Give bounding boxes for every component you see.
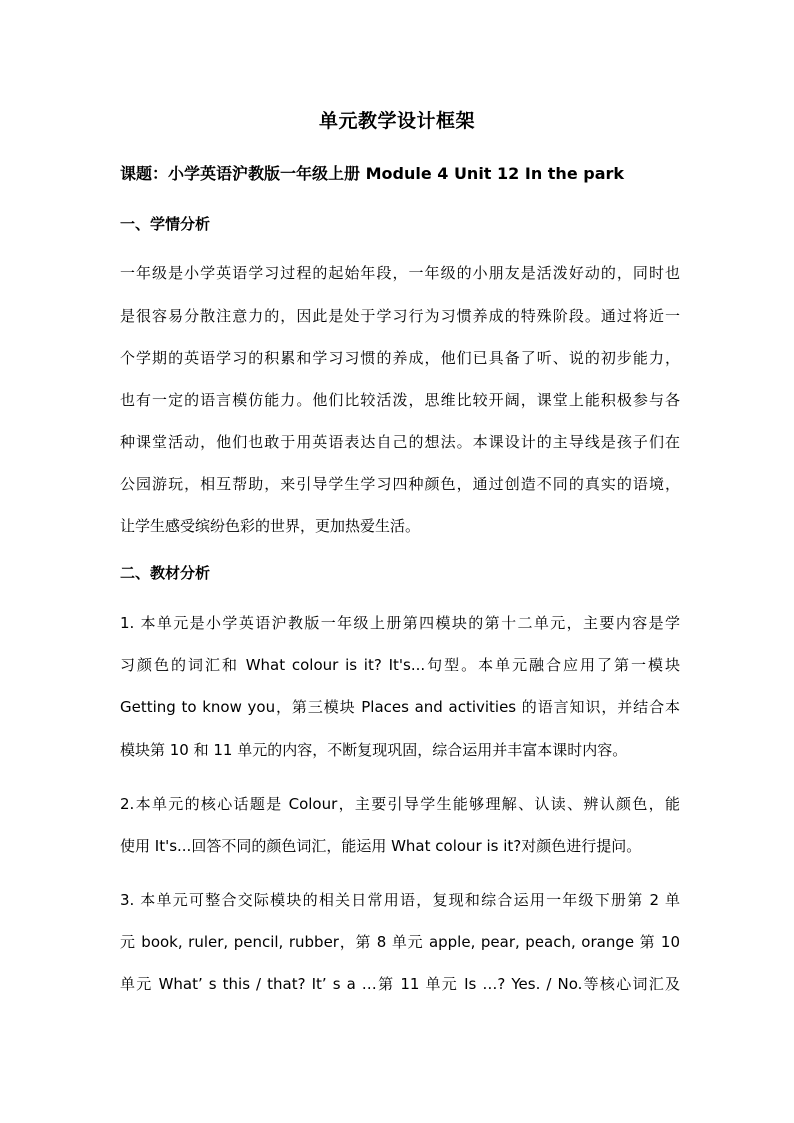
- paragraph-line: 使用 It's...回答不同的颜色词汇，能运用 What colour is it?对颜色进行提问。: [120, 837, 642, 855]
- paragraph-line: 1. 本单元是小学英语沪教版一年级上册第四模块的第十二单元，主要内容是学: [120, 614, 680, 632]
- document-title: 单元教学设计框架: [318, 110, 475, 132]
- paragraph-line: 元 book, ruler, pencil, rubber，第 8 单元 apple, pear, peach, orange 第 10: [120, 933, 680, 951]
- paragraph-line: Getting to know you，第三模块 Places and activities 的语言知识，并结合本: [120, 698, 680, 716]
- paragraph-line: 种课堂活动，他们也敢于用英语表达自己的想法。本课设计的主导线是孩子们在: [120, 433, 680, 451]
- paragraph-line: 个学期的英语学习的积累和学习习惯的养成，他们已具备了听、说的初步能力，: [120, 349, 680, 367]
- paragraph-line: 2.本单元的核心话题是 Colour，主要引导学生能够理解、认读、辨认颜色，能: [120, 795, 680, 813]
- paragraph-line: 也有一定的语言模仿能力。他们比较活泼，思维比较开阔，课堂上能积极参与各: [120, 391, 680, 409]
- paragraph-line: 一年级是小学英语学习过程的起始年段，一年级的小朋友是活泼好动的，同时也: [120, 264, 680, 282]
- paragraph-line: 习颜色的词汇和 What colour is it? It's...句型。本单元融合应用了第一模块: [120, 656, 680, 674]
- paragraph-line: 3. 本单元可整合交际模块的相关日常用语，复现和综合运用一年级下册第 2 单: [120, 891, 680, 909]
- lesson-subject: 课题：小学英语沪教版一年级上册 Module 4 Unit 12 In the park: [120, 164, 625, 183]
- paragraph-line: 模块第 10 和 11 单元的内容，不断复现巩固，综合运用并丰富本课时内容。: [120, 741, 628, 759]
- section-heading-learner-analysis: 一、学情分析: [120, 215, 211, 233]
- paragraph-line: 是很容易分散注意力的，因此是处于学习行为习惯养成的特殊阶段。通过将近一: [120, 307, 680, 325]
- paragraph-line: 单元 What’ s this / that? It’ s a …第 11 单元 Is …? Yes. / No.等核心词汇及: [120, 975, 680, 993]
- paragraph-line: 公园游玩，相互帮助，来引导学生学习四种颜色，通过创造不同的真实的语境，: [120, 475, 680, 493]
- section-heading-material-analysis: 二、教材分析: [120, 564, 211, 582]
- paragraph-line: 让学生感受缤纷色彩的世界，更加热爱生活。: [120, 517, 421, 535]
